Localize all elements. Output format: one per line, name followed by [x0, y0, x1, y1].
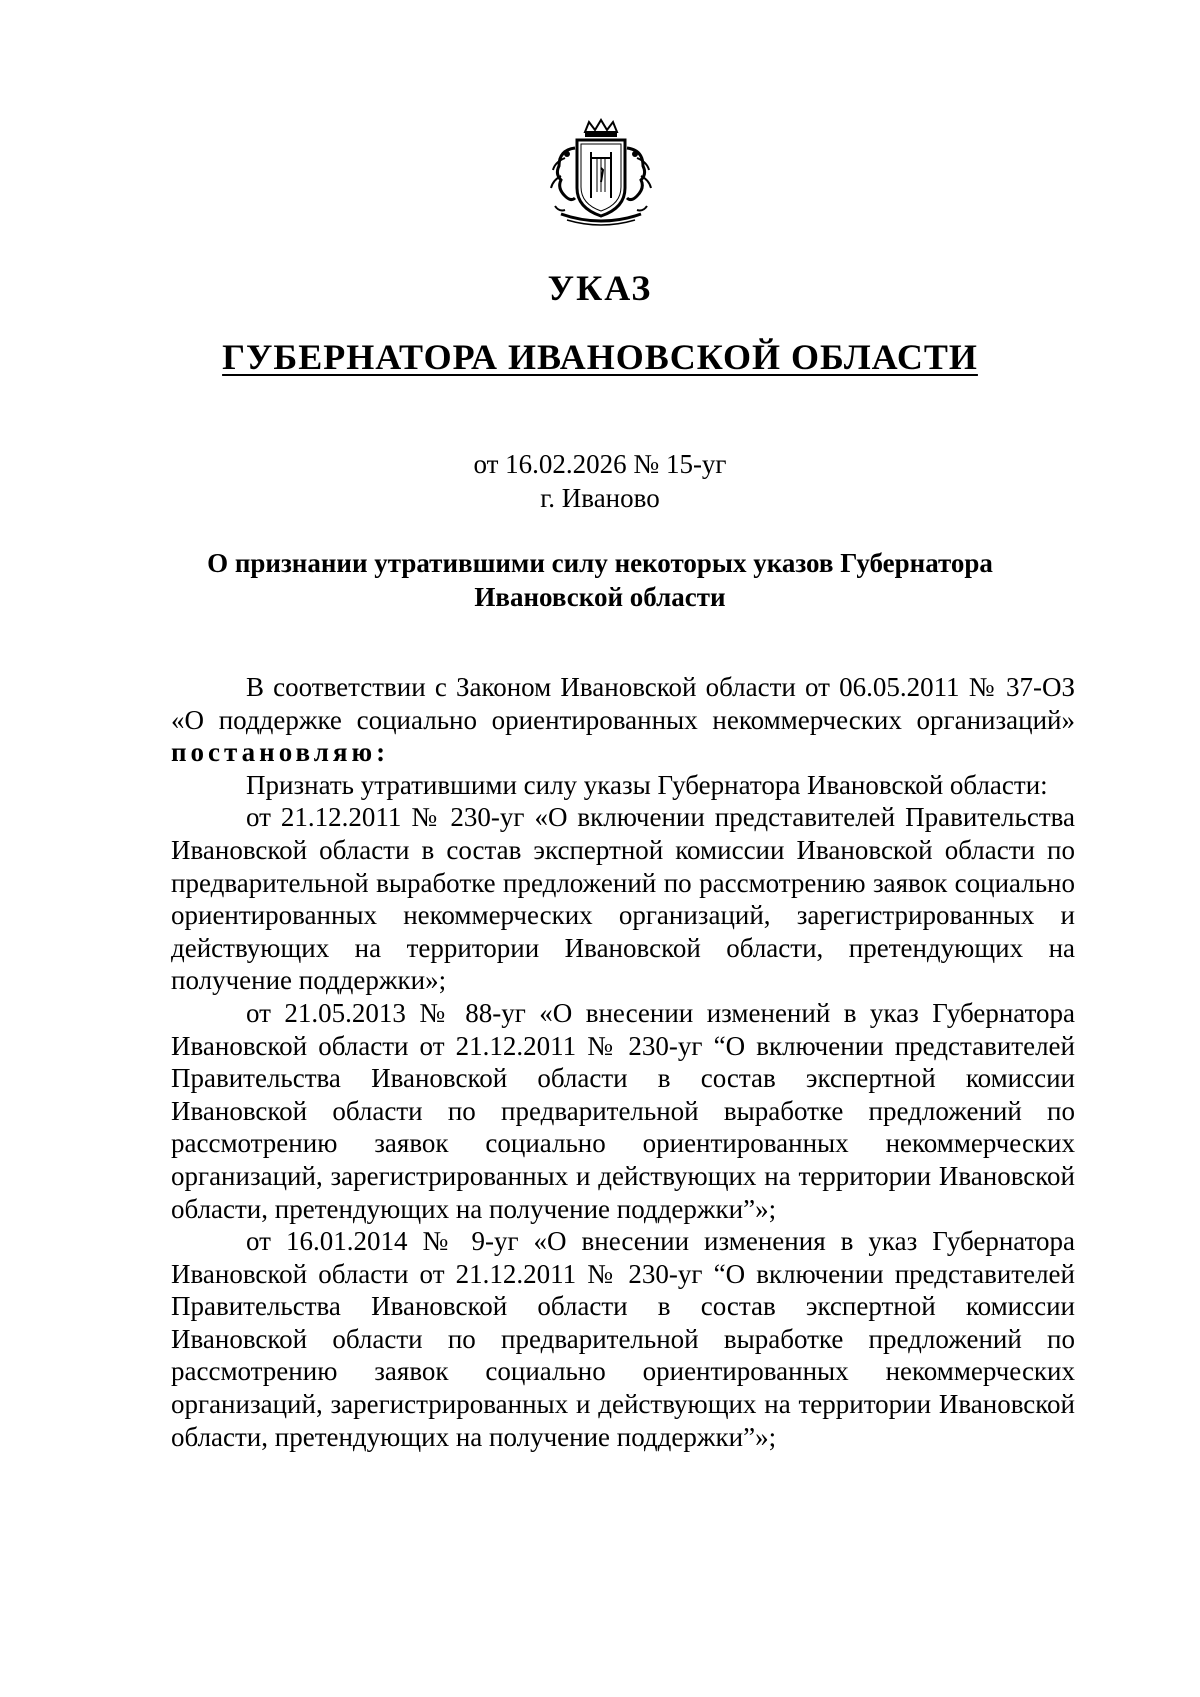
document-city: г. Иваново — [540, 483, 660, 513]
list-item: от 21.12.2011 № 230-уг «О включении представителей Правительства Ивановской области в состав экспертной комиссии Ивановской области по предварительной выработке предложений по рассмотрению заявок социально ориентированных некоммерческих организаций, зарегистрированных и действующих на территории Ивановской области, претендующих на получение поддержки»; — [171, 802, 1075, 996]
intro-paragraph: Признать утратившими силу указы Губернатора Ивановской области: — [246, 769, 1048, 800]
list-item: от 16.01.2014 № 9-уг «О внесении изменения в указ Губернатора Ивановской области от 21.12.2011 № 230-уг “О включении представителей Правительства Ивановской области в состав экспертной комиссии Ивановской области по предварительной выработке предложений по рассмотрению заявок социально ориентированных некоммерческих организаций, зарегистрированных и действующих на территории Ивановской области, претендующих на получение поддержки”»; — [171, 1226, 1075, 1452]
preamble-text: В соответствии с Законом Ивановской области от 06.05.2011 № 37-ОЗ «О поддержке социально ориентированных некоммерческих организаций» — [171, 672, 1075, 735]
coat-of-arms-icon — [545, 118, 657, 230]
document-date-number: от 16.02.2026 № 15-уг — [473, 449, 727, 479]
subject-line-2: Ивановской области — [474, 582, 726, 612]
resolve-word: постановляю: — [171, 737, 390, 768]
issuer-text: ГУБЕРНАТОРА ИВАНОВСКОЙ ОБЛАСТИ — [222, 337, 978, 377]
subject-line-1: О признании утратившими силу некоторых указов Губернатора — [207, 548, 993, 578]
document-body — [171, 671, 1075, 1453]
document-issuer-title — [0, 334, 1200, 380]
list-item: от 21.05.2013 № 88-уг «О внесении изменений в указ Губернатора Ивановской области от 21.12.2011 № 230-уг “О включении представителей Правительства Ивановской области в состав экспертной комиссии Ивановской области по предварительной выработке предложений по рассмотрению заявок социально ориентированных некоммерческих организаций, зарегистрированных и действующих на территории Ивановской области, претендующих на получение поддержки”»; — [171, 997, 1075, 1224]
document-subject — [170, 546, 1030, 614]
document-type-title: УКАЗ — [547, 268, 653, 308]
preamble-paragraph — [171, 671, 1075, 769]
coat-of-arms-drawing — [545, 118, 657, 230]
